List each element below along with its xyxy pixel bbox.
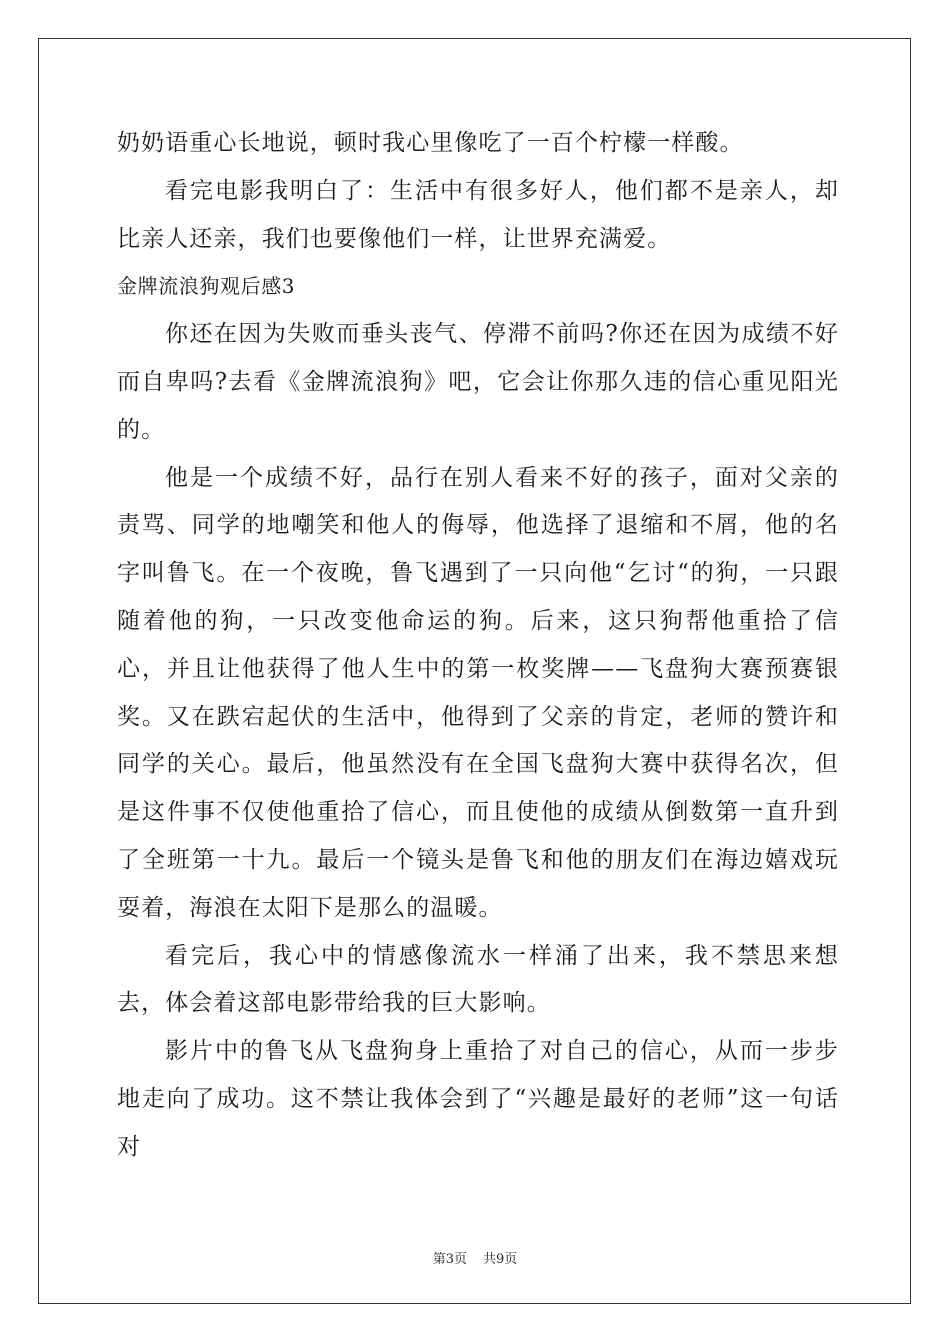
page-number: 第3页 (432, 1252, 467, 1267)
page-footer (0, 1248, 950, 1267)
paragraph-4: 他是一个成绩不好，品行在别人看来不好的孩子，面对父亲的责骂、同学的地嘲笑和他人的侮辱，他选择了退缩和不屑，他的名字叫鲁飞。在一个夜晚，鲁飞遇到了一只向他“乞讨“的狗，一只跟随着他的狗，一只改变他命运的狗。后来，这只狗帮他重拾了信心，并且让他获得了他人生中的第一枚奖牌——飞盘狗大赛预赛银奖。又在跌宕起伏的生活中，他得到了父亲的肯定，老师的赞许和同学的关心。最后，他虽然没有在全国飞盘狗大赛中获得名次，但是这件事不仅使他重拾了信心，而且使他的成绩从倒数第一直升到了全班第一十九。最后一个镜头是鲁飞和他的朋友们在海边嬉戏玩耍着，海浪在太阳下是那么的温暖。 (117, 464, 839, 921)
paragraph-6: 影片中的鲁飞从飞盘狗身上重拾了对自己的信心，从而一步步地走向了成功。这不禁让我体会到了“兴趣是最好的老师”这一句话对 (117, 1038, 839, 1160)
page-total: 共9页 (483, 1252, 518, 1267)
paragraph-1: 奶奶语重心长地说，顿时我心里像吃了一百个柠檬一样酸。 (117, 130, 744, 156)
paragraph-3: 你还在因为失败而垂头丧气、停滞不前吗?你还在因为成绩不好而自卑吗?去看《金牌流浪狗》吧，它会让你那久违的信心重见阳光的。 (117, 321, 839, 443)
document-body (117, 120, 839, 1172)
paragraph-5: 看完后，我心中的情感像流水一样涌了出来，我不禁思来想去，体会着这部电影带给我的巨大影响。 (117, 942, 839, 1017)
section-heading: 金牌流浪狗观后感3 (117, 274, 296, 299)
paragraph-2: 看完电影我明白了：生活中有很多好人，他们都不是亲人，却比亲人还亲，我们也要像他们一样，让世界充满爱。 (117, 177, 839, 252)
